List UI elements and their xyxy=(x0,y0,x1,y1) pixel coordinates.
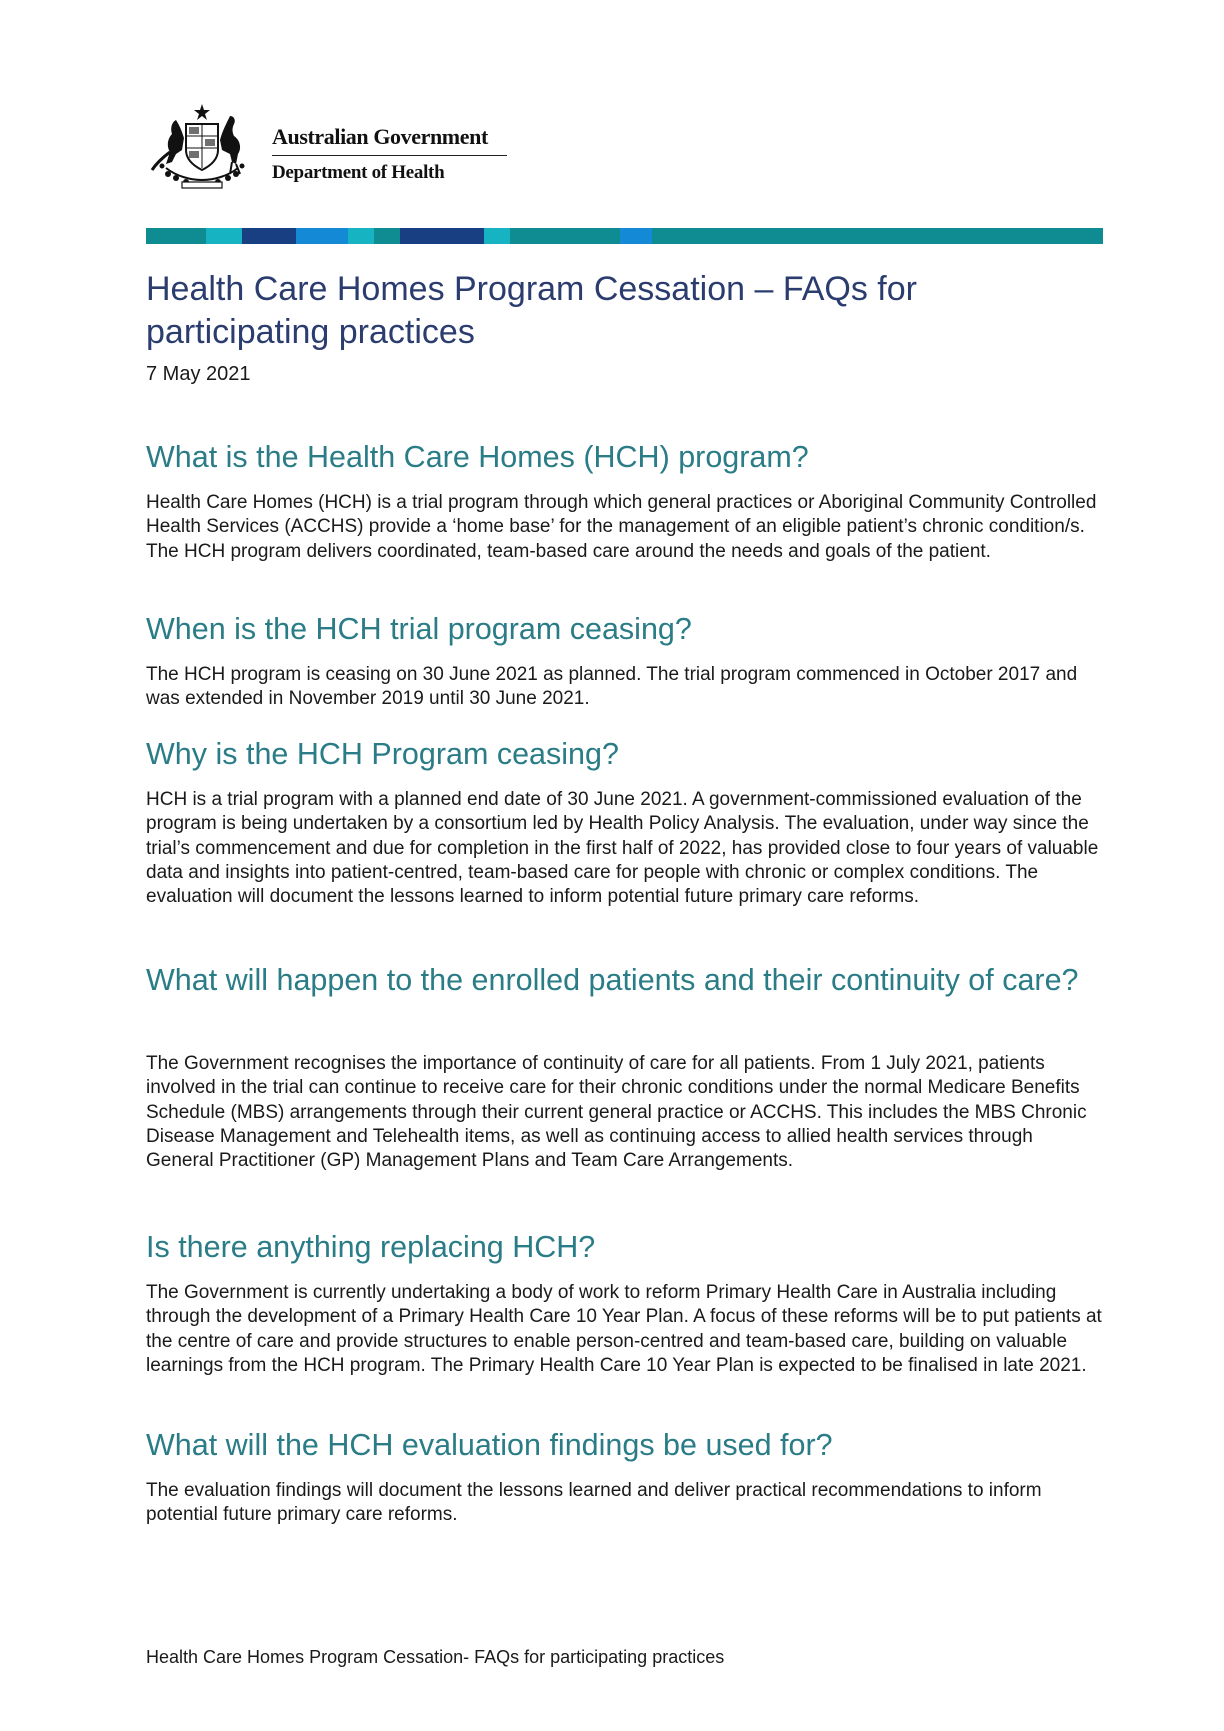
section-body: The evaluation findings will document the lessons learned and deliver practical recommendations to inform potential future primary care reforms. xyxy=(146,1480,1042,1526)
logo-text xyxy=(272,124,507,185)
header-color-stripe xyxy=(146,228,1103,244)
page-footer: Health Care Homes Program Cessation- FAQs for participating practices xyxy=(146,1647,725,1667)
section-body: HCH is a trial program with a planned end date of 30 June 2021. A government-commissioned evaluation of the program is being undertaken by a consortium led by Health Policy Analysis. The evaluation, under way since the trial’s commencement and due for completion in the first half of 2022, has provided close to four years of valuable data and insights into patient-centred, team-based care for people with chronic or complex conditions. The evaluation will document the lessons learned to inform potential future primary care reforms. xyxy=(146,789,1099,908)
section-heading: What will happen to the enrolled patients and their continuity of care? xyxy=(146,963,1079,997)
dept-name: Department of Health xyxy=(272,162,445,183)
section-body: The HCH program is ceasing on 30 June 2021 as planned. The trial program commenced in October 2017 and was extended in November 2019 until 30 June 2021. xyxy=(146,664,1078,710)
government-logo xyxy=(146,102,546,192)
section-body: The Government is currently undertaking a body of work to reform Primary Health Care in Australia including through the development of a Primary Health Care 10 Year Plan. A focus of these reforms will be to put patients at the centre of care and provide structures to enable person-centred and team-based care, building on valuable learnings from the HCH program. The Primary Health Care 10 Year Plan is expected to be finalised in late 2021. xyxy=(146,1282,1102,1376)
section-heading: What will the HCH evaluation findings be used for? xyxy=(146,1428,833,1462)
org-name: Australian Government xyxy=(272,124,507,156)
section-heading: When is the HCH trial program ceasing? xyxy=(146,612,692,646)
section-heading: Why is the HCH Program ceasing? xyxy=(146,737,619,771)
document-page xyxy=(146,0,1103,1731)
document-title: Health Care Homes Program Cessation – FAQs for participating practices xyxy=(146,270,917,351)
document-date: 7 May 2021 xyxy=(146,363,251,385)
coat-of-arms-icon xyxy=(146,102,258,190)
section-body: The Government recognises the importance of continuity of care for all patients. From 1 July 2021, patients involved in the trial can continue to receive care for their chronic conditions under the normal Medicare Benefits Schedule (MBS) arrangements through their current general practice or ACCHS. This includes the MBS Chronic Disease Management and Telehealth items, as well as continuing access to allied health services through General Practitioner (GP) Management Plans and Team Care Arrangements. xyxy=(146,1053,1087,1172)
section-body: Health Care Homes (HCH) is a trial program through which general practices or Aboriginal Community Controlled Health Services (ACCHS) provide a ‘home base’ for the management of an eligible patient’s chronic condition/s. The HCH program delivers coordinated, team-based care around the needs and goals of the patient. xyxy=(146,492,1097,562)
section-heading: What is the Health Care Homes (HCH) program? xyxy=(146,440,809,474)
section-heading: Is there anything replacing HCH? xyxy=(146,1230,596,1264)
